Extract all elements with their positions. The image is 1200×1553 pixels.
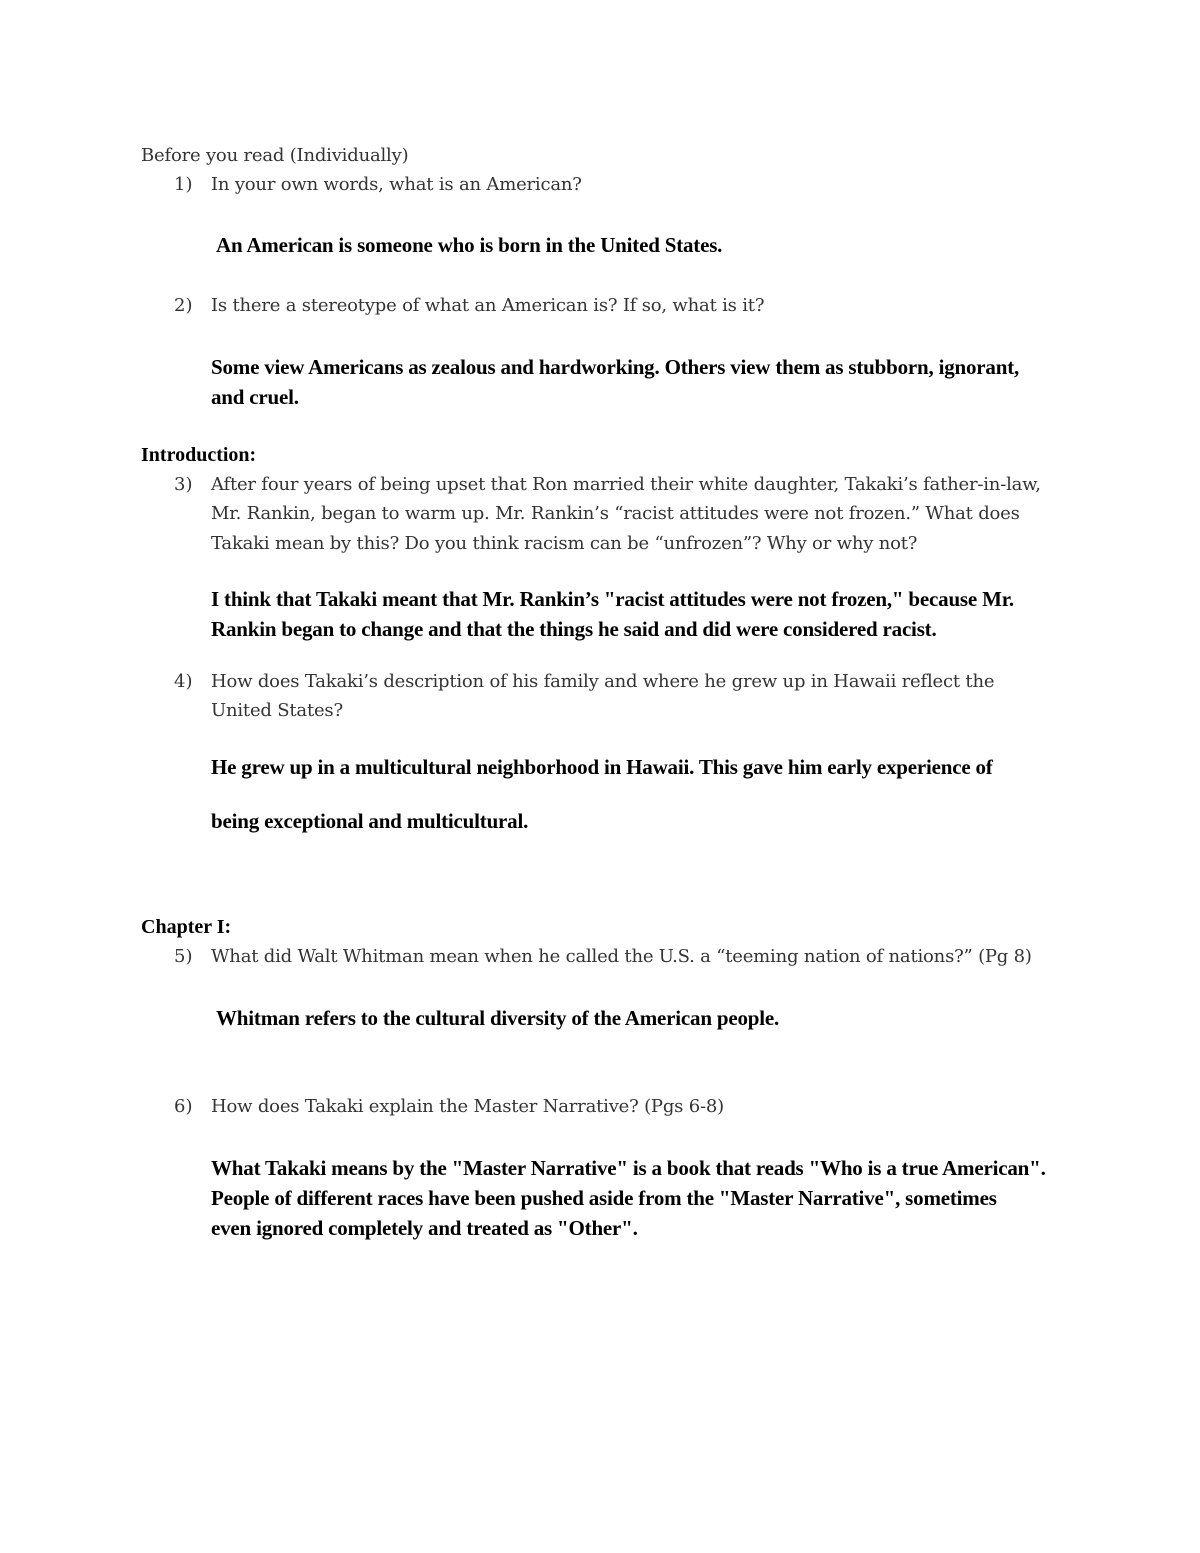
question-text: How does Takaki’s description of his family and where he grew up in Hawaii reflect the: [211, 671, 995, 692]
answer-text: being exceptional and multicultural.: [211, 809, 529, 833]
question-text: In your own words, what is an American?: [211, 174, 582, 195]
answer-text: I think that Takaki meant that Mr. Rankin’s "racist attitudes were not frozen," because Mr.: [211, 587, 1014, 611]
intro-label: Before you read (Individually): [141, 145, 409, 166]
answer-text: What Takaki means by the "Master Narrative" is a book that reads "Who is a true American".: [211, 1156, 1046, 1180]
question-number: 6): [174, 1096, 193, 1117]
question-text: Is there a stereotype of what an American is? If so, what is it?: [211, 295, 765, 316]
question-text: What did Walt Whitman mean when he called the U.S. a “teeming nation of nations?” (Pg 8): [211, 946, 1032, 967]
answer-text: People of different races have been pushed aside from the "Master Narrative", sometimes: [211, 1186, 997, 1210]
question-text: United States?: [211, 700, 343, 721]
question-text: Takaki mean by this? Do you think racism can be “unfrozen”? Why or why not?: [211, 533, 918, 554]
question-text: How does Takaki explain the Master Narrative? (Pgs 6-8): [211, 1096, 724, 1117]
section-heading-introduction: Introduction:: [141, 444, 257, 466]
answer-text: and cruel.: [211, 385, 299, 409]
answer-text: He grew up in a multicultural neighborhood in Hawaii. This gave him early experience of: [211, 755, 993, 779]
question-number: 5): [174, 946, 193, 967]
answer-text: Whitman refers to the cultural diversity of the American people.: [216, 1006, 780, 1030]
question-text: Mr. Rankin, began to warm up. Mr. Rankin’s “racist attitudes were not frozen.” What does: [211, 503, 1020, 524]
answer-text: An American is someone who is born in the United States.: [216, 233, 723, 257]
question-number: 3): [174, 474, 193, 495]
section-heading-chapter-1: Chapter I:: [141, 916, 232, 938]
question-number: 2): [174, 295, 193, 316]
question-number: 4): [174, 671, 193, 692]
question-text: After four years of being upset that Ron married their white daughter, Takaki’s father-in-law,: [211, 474, 1041, 495]
question-number: 1): [174, 174, 193, 195]
answer-text: Some view Americans as zealous and hardworking. Others view them as stubborn, ignorant,: [211, 355, 1020, 379]
answer-text: even ignored completely and treated as "Other".: [211, 1216, 638, 1240]
answer-text: Rankin began to change and that the things he said and did were considered racist.: [211, 617, 937, 641]
